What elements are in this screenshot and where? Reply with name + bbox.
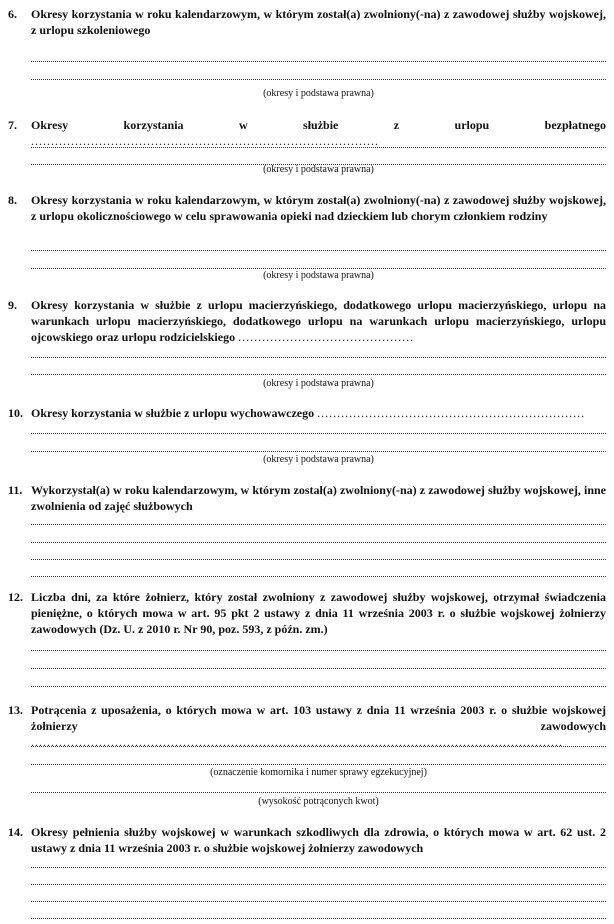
item-number: 12. (8, 590, 23, 604)
item-number: 8. (8, 193, 17, 207)
answer-line[interactable] (31, 792, 606, 793)
field-caption: (okresy i podstawa prawna) (263, 88, 374, 99)
item-number: 14. (8, 825, 23, 839)
item-question-text: Wykorzystał(a) w roku kalendarzowym, w którym został(a) zwolniony(-na) z zawodowej służby wojskowej, inne zwolnienia od zajęć służbowych (31, 483, 606, 513)
answer-line[interactable] (31, 746, 606, 747)
field-caption: (okresy i podstawa prawna) (263, 270, 374, 281)
item-number: 9. (8, 298, 17, 312)
item-question-text: Okresy korzystania w służbie z urlopu bezpłatnego (31, 118, 606, 132)
bailiff-caption: (oznaczenie komornika i numer sprawy egzekucyjnej) (210, 767, 427, 778)
answer-line[interactable] (31, 268, 606, 269)
answer-line[interactable] (31, 764, 606, 765)
item-question (31, 117, 606, 149)
item-number: 7. (8, 118, 17, 132)
field-caption: (okresy i podstawa prawna) (263, 454, 374, 465)
answer-line[interactable] (31, 559, 606, 560)
answer-line[interactable] (31, 61, 606, 62)
item-question-text: Okresy korzystania w roku kalendarzowym, w którym został(a) zwolniony(-na) z zawodowej służby wojskowej, z urlopu szkoleniowego (31, 7, 606, 37)
amount-caption: (wysokość potrąconych kwot) (258, 796, 379, 807)
item-number: 10. (8, 406, 23, 420)
answer-line[interactable] (31, 542, 606, 543)
item-question-text: Okresy korzystania w służbie z urlopu wychowawczego (31, 406, 315, 420)
item-question (31, 405, 606, 421)
answer-dots[interactable]: ................................................................... (317, 406, 586, 420)
answer-line[interactable] (31, 357, 606, 358)
item-question (31, 482, 606, 514)
answer-line[interactable] (31, 668, 606, 669)
answer-line[interactable] (31, 576, 606, 577)
answer-line[interactable] (31, 250, 606, 251)
answer-dots[interactable]: ..................................................................................................................................... (31, 735, 563, 749)
item-number: 6. (8, 7, 17, 21)
answer-line[interactable] (31, 650, 606, 651)
answer-dots[interactable]: ....................................................................................... (31, 134, 379, 148)
item-question (31, 702, 606, 750)
item-question (31, 192, 606, 224)
answer-line[interactable] (31, 884, 606, 885)
item-number: 11. (8, 483, 23, 497)
field-caption: (okresy i podstawa prawna) (263, 164, 374, 175)
item-question-text: Liczba dni, za które żołnierz, który został zwolniony z zawodowej służby wojskowej, otrzymał świadczenia pieniężne, o których mowa w art. 95 pkt 2 ustawy z dnia 11 września 2003 r. o służbie wojskowej żołnierzy zawodowych (Dz. U. z 2010 r. Nr 90, poz. 593, z późn. zm.) (31, 590, 606, 636)
field-caption: (okresy i podstawa prawna) (263, 378, 374, 389)
item-question-text: Okresy pełnienia służby wojskowej w warunkach szkodliwych dla zdrowia, o których mowa w art. 62 ust. 2 ustawy z dnia 11 września 2003 r. o służbie wojskowej żołnierzy zawodowych (31, 825, 606, 855)
item-question (31, 589, 606, 637)
answer-line[interactable] (31, 433, 606, 434)
answer-line[interactable] (31, 686, 606, 687)
item-question-text: Okresy korzystania w roku kalendarzowym, w którym został(a) zwolniony(-na) z zawodowej służby wojskowej, z urlopu okolicznościowego w celu sprawowania opieki nad dzieckiem lub chorym członkiem rodziny (31, 193, 606, 223)
answer-line[interactable] (31, 374, 606, 375)
answer-line[interactable] (31, 918, 606, 919)
item-question-text: Okresy korzystania w służbie z urlopu macierzyńskiego, dodatkowego urlopu macierzyńskiego, urlopu na warunkach urlopu macierzyńskiego, dodatkowego urlopu na warunkach urlopu macierzyńskiego, urlopu ojcowskiego oraz urlopu rodzicielskiego (31, 298, 606, 344)
answer-line[interactable] (31, 867, 606, 868)
answer-dots[interactable]: ............................................ (238, 330, 415, 344)
answer-line[interactable] (31, 147, 606, 148)
answer-line[interactable] (31, 451, 606, 452)
item-question (31, 6, 606, 38)
item-question (31, 297, 606, 345)
item-question (31, 824, 606, 856)
answer-line[interactable] (31, 79, 606, 80)
item-question-text: Potrącenia z uposażenia, o których mowa w art. 103 ustawy z dnia 11 września 2003 r. o służbie wojskowej żołnierzy zawodowych (31, 703, 606, 733)
answer-line[interactable] (31, 901, 606, 902)
item-number: 13. (8, 703, 23, 717)
answer-line[interactable] (31, 524, 606, 525)
